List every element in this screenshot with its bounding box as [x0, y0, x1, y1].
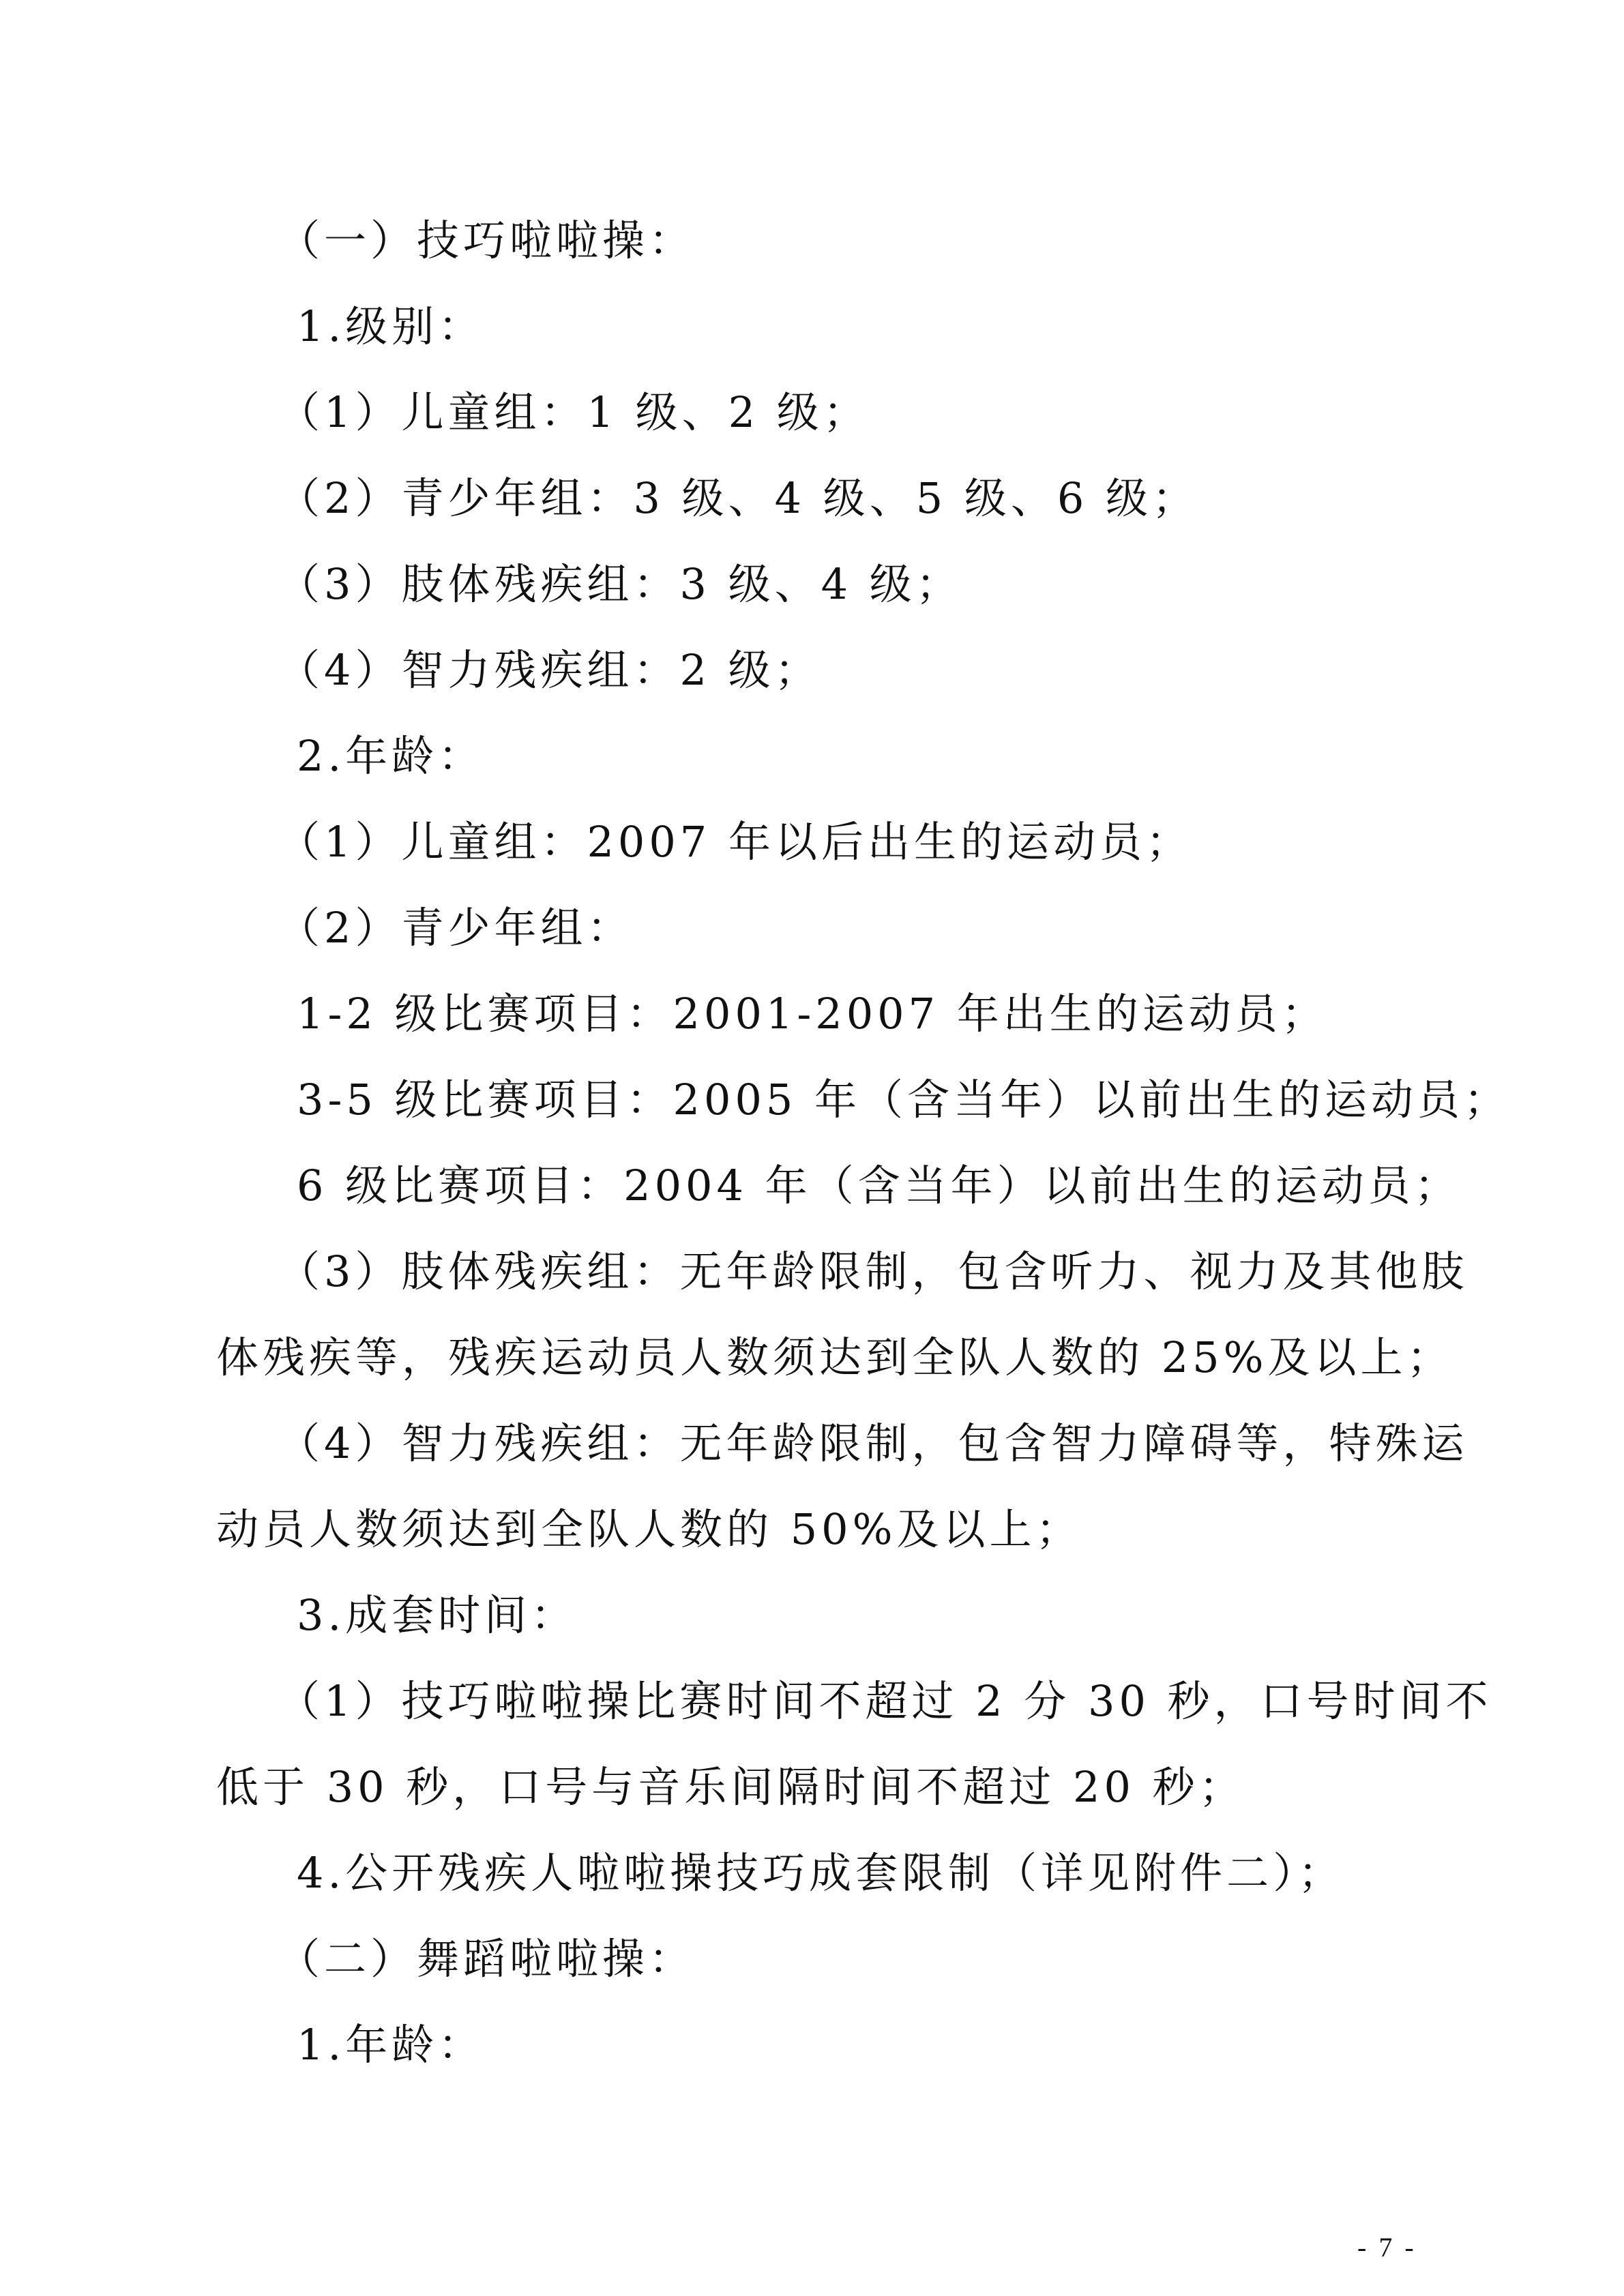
paragraph-line: 动员人数须达到全队人数的 50%及以上； — [216, 1504, 1082, 1554]
paragraph-line: （4）智力残疾组：2 级； — [278, 645, 821, 695]
subheading-age: 2.年龄： — [297, 731, 485, 781]
paragraph-line: （4）智力残疾组：无年龄限制，包含智力障碍等，特殊运 — [278, 1418, 1468, 1468]
section-heading-skill-cheer: （一）技巧啦啦操： — [278, 215, 696, 265]
paragraph-line: 低于 30 秒，口号与音乐间隔时间不超过 20 秒； — [216, 1762, 1245, 1812]
paragraph-line: 1-2 级比赛项目：2001-2007 年出生的运动员； — [297, 989, 1328, 1039]
paragraph-line: 体残疾等，残疾运动员人数须达到全队人数的 25%及以上； — [216, 1332, 1453, 1382]
paragraph-line: （2）青少年组： — [278, 903, 634, 953]
subheading-level: 1.级别： — [297, 301, 485, 351]
paragraph-line: （3）肢体残疾组：无年龄限制，包含听力、视力及其他肢 — [278, 1247, 1468, 1296]
page-number: - 7 - — [1357, 2232, 1417, 2263]
paragraph-line: （2）青少年组：3 级、4 级、5 级、6 级； — [278, 473, 1199, 523]
subheading-age: 1.年龄： — [297, 2020, 485, 2070]
paragraph-line: （3）肢体残疾组：3 级、4 级； — [278, 559, 962, 609]
subheading-routine-limits: 4.公开残疾人啦啦操技巧成套限制（详见附件二）； — [297, 1848, 1345, 1898]
paragraph-line: （1）技巧啦啦操比赛时间不超过 2 分 30 秒，口号时间不 — [278, 1676, 1492, 1726]
paragraph-line: 6 级比赛项目：2004 年（含当年）以前出生的运动员； — [297, 1161, 1461, 1210]
paragraph-line: （1）儿童组：1 级、2 级； — [278, 387, 870, 437]
subheading-routine-time: 3.成套时间： — [297, 1590, 578, 1640]
document-body — [216, 198, 1511, 2088]
section-heading-dance-cheer: （二）舞蹈啦啦操： — [278, 1934, 696, 1984]
paragraph-line: 3-5 级比赛项目：2005 年（含当年）以前出生的运动员； — [297, 1075, 1511, 1124]
paragraph-line: （1）儿童组：2007 年以后出生的运动员； — [278, 817, 1192, 867]
